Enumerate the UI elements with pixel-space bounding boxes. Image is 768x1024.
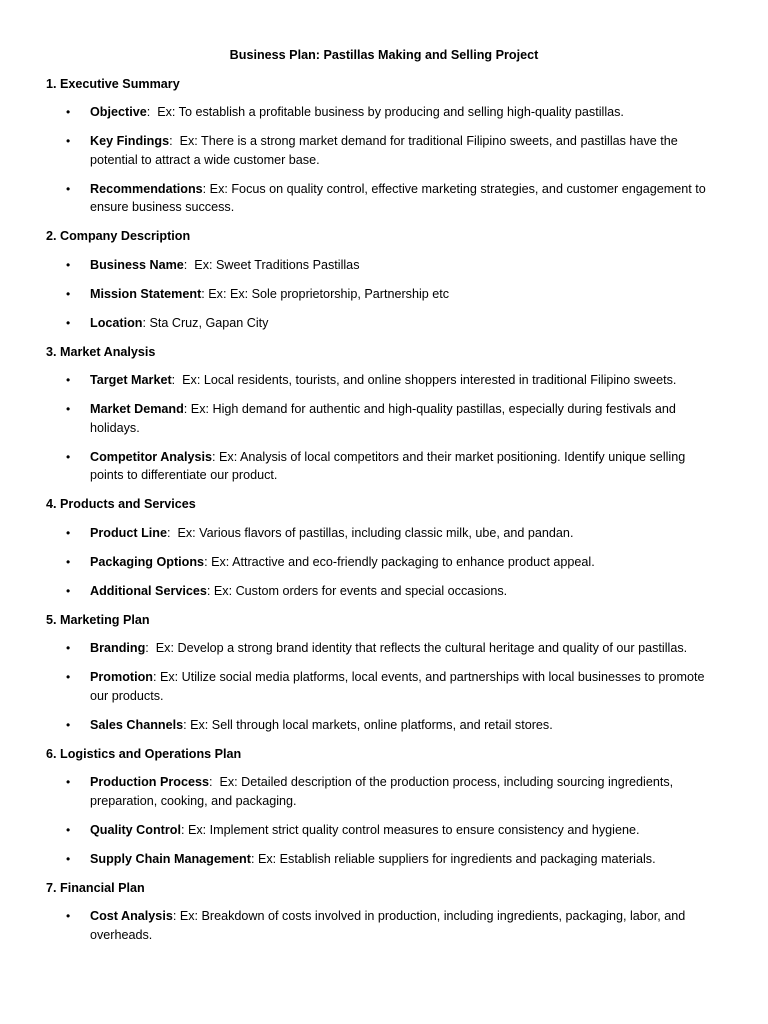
bullet-text: Ex: Various flavors of pastillas, including classic milk, ube, and pandan.: [177, 525, 574, 540]
bullet-separator: :: [202, 181, 210, 196]
bullet-separator: :: [183, 257, 195, 272]
bullet-separator: :: [250, 851, 258, 866]
bullet-item: [46, 132, 722, 169]
bullet-text: Ex: Ex: Sole proprietorship, Partnership etc: [208, 286, 450, 301]
bullet-text: Ex: Breakdown of costs involved in production, including ingredients, packaging, labor, and overheads.: [90, 909, 686, 942]
section-heading: 3. Market Analysis: [46, 344, 156, 359]
bullet-item: [46, 553, 722, 572]
bullet-separator: :: [201, 286, 209, 301]
section: [46, 879, 722, 945]
bullet-dot-icon: •: [66, 822, 71, 837]
bullet-item: [46, 314, 722, 333]
bullet-label: Packaging Options: [90, 554, 205, 569]
bullet-separator: :: [152, 670, 160, 684]
bullet-label: Target Market: [90, 373, 172, 387]
bullet-text: Ex: To establish a profitable business by producing and selling high-quality pastillas.: [157, 105, 624, 119]
bullet-separator: :: [142, 315, 150, 330]
section: [46, 343, 722, 485]
bullet-separator: :: [204, 554, 212, 569]
bullet-text: Ex: Utilize social media platforms, local events, and partnerships with local businesses to promote our products.: [90, 670, 705, 703]
bullet-label: Location: [90, 315, 143, 330]
bullet-dot-icon: •: [66, 181, 71, 196]
bullet-text: Ex: Develop a strong brand identity that reflects the cultural heritage and quality of our pastillas.: [155, 641, 688, 655]
bullet-list: [46, 907, 722, 944]
bullet-dot-icon: •: [66, 402, 71, 416]
bullet-item: [46, 850, 722, 869]
section-heading: 2. Company Description: [46, 229, 191, 243]
bullet-dot-icon: •: [66, 525, 71, 540]
bullet-label: Key Findings: [90, 134, 170, 148]
bullet-dot-icon: •: [66, 909, 71, 923]
bullet-dot-icon: •: [66, 315, 71, 330]
bullet-list: [46, 524, 722, 601]
bullet-label: Competitor Analysis: [90, 449, 212, 464]
bullet-dot-icon: •: [66, 851, 71, 866]
bullet-separator: :: [183, 402, 191, 416]
bullet-text: Ex: Detailed description of the production process, including sourcing ingredients, preparation, cooking, and packaging.: [90, 775, 674, 808]
section-heading: 6. Logistics and Operations Plan: [46, 746, 242, 761]
section: [46, 745, 722, 869]
bullet-list: [46, 773, 722, 868]
bullet-item: [46, 668, 722, 705]
bullet-dot-icon: •: [66, 717, 71, 732]
bullet-separator: :: [145, 641, 156, 655]
bullet-text: Ex: Local residents, tourists, and online shoppers interested in traditional Filipino sweets.: [182, 373, 677, 387]
bullet-label: Product Line: [90, 525, 167, 540]
bullet-label: Branding: [90, 641, 146, 655]
bullet-separator: :: [212, 449, 219, 464]
bullet-list: [46, 371, 722, 485]
bullet-item: [46, 371, 722, 390]
bullet-dot-icon: •: [66, 134, 71, 148]
bullet-dot-icon: •: [66, 641, 71, 655]
bullet-label: Additional Services: [90, 583, 207, 598]
bullet-item: [46, 821, 722, 840]
section-heading: 1. Executive Summary: [46, 76, 180, 91]
bullet-text: Ex: Attractive and eco-friendly packaging to enhance product appeal.: [211, 554, 595, 569]
section-heading: 4. Products and Services: [46, 497, 196, 511]
bullet-text: Ex: Sweet Traditions Pastillas: [194, 257, 360, 272]
bullet-label: Mission Statement: [90, 286, 202, 301]
bullet-text: Ex: Establish reliable suppliers for ingredients and packaging materials.: [257, 851, 656, 866]
bullet-dot-icon: •: [66, 286, 71, 301]
bullet-item: [46, 256, 722, 275]
bullet-item: [46, 907, 722, 944]
bullet-separator: :: [172, 909, 180, 923]
bullet-item: [46, 180, 722, 217]
bullet-list: [46, 639, 722, 734]
bullet-label: Recommendations: [90, 181, 203, 196]
bullet-dot-icon: •: [66, 583, 71, 598]
bullet-label: Promotion: [90, 670, 153, 684]
bullet-text: Ex: Sell through local markets, online platforms, and retail stores.: [190, 717, 553, 732]
bullet-text: Sta Cruz, Gapan City: [149, 315, 269, 330]
section-heading: 7. Financial Plan: [46, 880, 145, 895]
section-heading: 5. Marketing Plan: [46, 612, 150, 627]
bullet-dot-icon: •: [66, 373, 71, 387]
bullet-text: Ex: High demand for authentic and high-quality pastillas, especially during festivals and holidays.: [90, 402, 676, 435]
bullet-label: Market Demand: [90, 402, 184, 416]
bullet-separator: :: [206, 583, 214, 598]
bullet-label: Cost Analysis: [90, 909, 173, 923]
document-body: [46, 75, 722, 945]
bullet-dot-icon: •: [66, 449, 71, 464]
bullet-text: Ex: Custom orders for events and special occasions.: [213, 583, 508, 598]
bullet-dot-icon: •: [66, 554, 71, 569]
bullet-label: Objective: [90, 105, 147, 119]
bullet-separator: :: [171, 373, 183, 387]
bullet-dot-icon: •: [66, 670, 71, 684]
bullet-dot-icon: •: [66, 105, 71, 119]
bullet-text: Ex: There is a strong market demand for traditional Filipino sweets, and pastillas have the potential to attract a wide customer base.: [90, 134, 678, 167]
bullet-separator: :: [208, 775, 220, 789]
bullet-item: [46, 582, 722, 601]
section: [46, 75, 722, 217]
bullet-label: Business Name: [90, 257, 184, 272]
bullet-label: Sales Channels: [90, 717, 184, 732]
bullet-separator: :: [180, 822, 188, 837]
bullet-item: [46, 773, 722, 810]
bullet-text: Ex: Implement strict quality control measures to ensure consistency and hygiene.: [187, 822, 640, 837]
bullet-dot-icon: •: [66, 257, 71, 272]
section: [46, 611, 722, 735]
bullet-dot-icon: •: [66, 775, 71, 789]
bullet-text: Ex: Focus on quality control, effective marketing strategies, and customer engagement to ensure business success.: [90, 181, 706, 214]
bullet-item: [46, 716, 722, 735]
bullet-item: [46, 524, 722, 543]
bullet-item: [46, 400, 722, 437]
section: [46, 495, 722, 600]
bullet-list: [46, 103, 722, 217]
section: [46, 227, 722, 332]
bullet-separator: :: [146, 105, 158, 119]
bullet-item: [46, 448, 722, 485]
bullet-text: Ex: Analysis of local competitors and their market positioning. Identify unique selling points to differentiate our product.: [90, 449, 686, 482]
bullet-separator: :: [169, 134, 180, 148]
bullet-item: [46, 639, 722, 658]
bullet-list: [46, 256, 722, 333]
bullet-item: [46, 103, 722, 122]
document-title: Business Plan: Pastillas Making and Selling Project: [229, 48, 539, 62]
bullet-separator: :: [166, 525, 178, 540]
bullet-label: Production Process: [90, 775, 209, 789]
bullet-item: [46, 285, 722, 304]
bullet-separator: :: [183, 717, 191, 732]
bullet-label: Supply Chain Management: [90, 851, 251, 866]
bullet-label: Quality Control: [90, 822, 181, 837]
